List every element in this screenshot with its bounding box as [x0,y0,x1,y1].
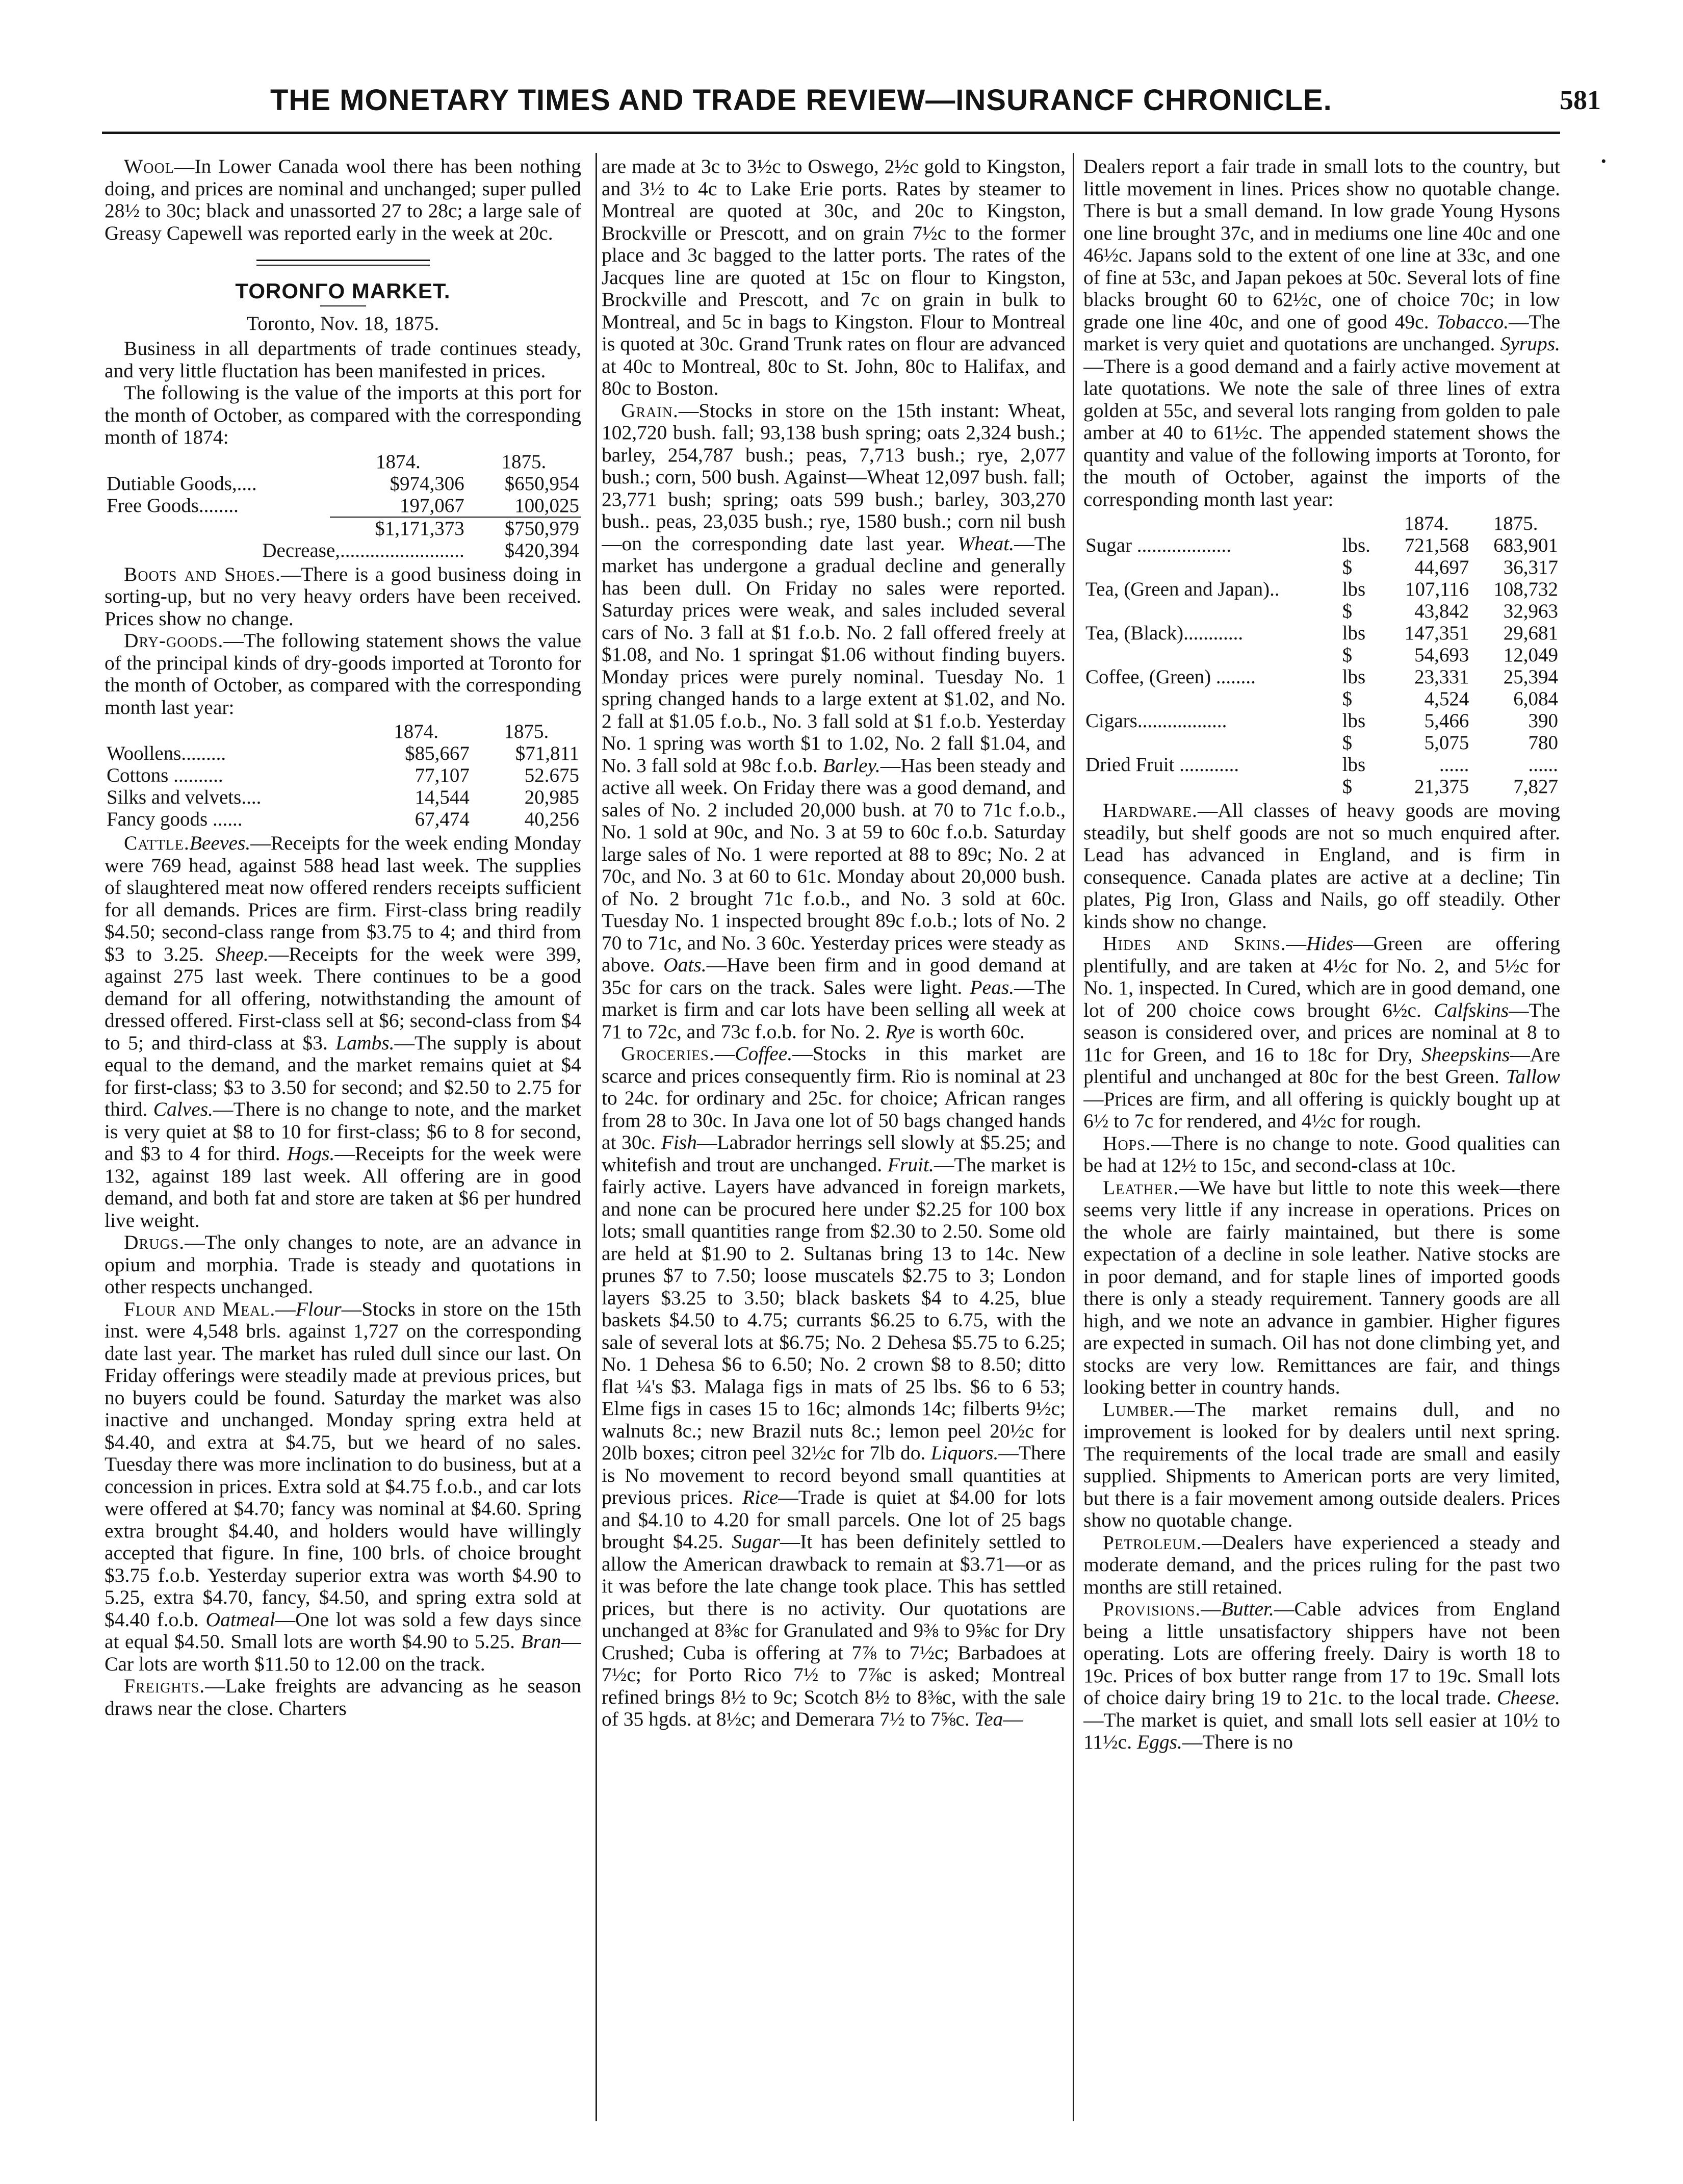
row-label [1083,688,1340,710]
barley-text: —Has been steady and active all week. On Friday there was a good demand, and sales of No. 2 included 20,000 bush. at 70 to 71c f.o.b., No. 1 sold at 90c, and No. 3 at 59 to 60c f.o.b. Saturday large sales of No. 1 were reported at 88 to 89c; No. 2 at 70c, and No. 3 at 60 to 61c. Monday about 20,000 bush. of No. 2 brought 71c f.o.b., and No. 3 sold at 60c. Tuesday No. 1 inspected brought 89c f.o.b.; lots of No. 2 70 to 71c, and No. 3 60c. Yesterday prices were steady as above. [602,754,1066,976]
cell-value: 20,985 [524,786,579,808]
calfskins-subheading: Calfskins [1434,998,1509,1021]
freights-paragraph [105,1675,581,1719]
freights-continued-paragraph: are made at 3c to 3½c to Oswego, 2½c gold to Kingston, and 3½ to 4c to Lake Erie ports. Rates by steamer to Montreal are quoted at 30c, and 20c to Kingston, Brockville or Prescott, and on grain 7½c to the former place and 3c bagged to the latter ports. The rates of the Jacques line are quoted at 15c on flour to Kingston, Brockville and Prescott, and 7c on grain in bulk to Montreal, and 5c in bags to Kingston. Flour to Montreal is quoted at 30c. Grand Trunk rates on flour are advanced at 40c to Montreal, 80c to St. John, 80c to Halifax, and 80c to Boston. [602,156,1066,399]
table-row [105,786,581,808]
row-label [1083,644,1340,666]
lumber-heading: Lumber. [1103,1398,1175,1421]
hogs-subheading: Hogs. [287,1142,335,1165]
dateline: Toronto, Nov. 18, 1875. [246,312,439,335]
flour-paragraph: Flour and Meal.—Flour—Stocks in store on the 15th inst. were 4,548 brls. against 1,727 on the corresponding date last year. The market has ruled dull since our last. On Friday offerings were steadily made at previous prices, but no buyers could be found. Saturday the market was also inactive and unchanged. Monday spring extra held at $4.40, and extra at $4.75, but we heard of no sales. Tuesday there was more inclination to do business, but at a concession in prices. Extra sold at $4.75 f.o.b., and car lots were offered at $4.70; fancy was nominal at $4.60. Spring extra brought $4.40, and holders would have willingly accepted that figure. In fine, 100 brls. of choice brought $3.75 f.o.b. Yesterday superior extra was worth $4.90 to 5.25, extra $4.70, fancy, $4.50, and spring extra sold at $4.40 f.o.b. Oatmeal—One lot was sold a few days since at equal $4.50. Small lots are worth $4.90 to 5.25. Bran—Car lots are worth $11.50 to 12.00 on the track. [105,1297,581,1675]
row-unit: lbs [1342,754,1366,776]
cell-value: 100,025 [514,494,579,517]
lambs-subheading: Lambs. [335,1031,395,1054]
row-unit: $ [1342,688,1353,710]
table-row [1083,556,1560,578]
hides-heading: Hides and Skins. [1103,932,1286,955]
section-rule [256,260,430,266]
peas-text: —The market is firm and car lots have been selling all week at 71 to 72c, and 73c f.o.b. for No. 2. [602,975,1066,1043]
header-rule [102,132,1560,134]
fruit-text: —The market is fairly active. Layers have advanced in foreign markets, and none can be procured here under $2.25 for 100 box lots; small quantities range from $2.30 to 2.50. Some old are held at $1.90 to 2. Sultanas bring 13 to 14c. New prunes $7 to 7.50; loose muscatels $2.75 to 3; London layers $3.25 to 3.50; black baskets $4 to 4.25, blue baskets $4.50 to 4.75; currants $6.25 to 6.75, with the sale of several lots at $6.75; No. 2 Dehesa $5.75 to 6.25; No. 1 Dehesa $6 to 6.50; No. 2 crown $8 to 8.50; ditto flat ¼'s $3. Malaga figs in mats of 25 lbs. $6 to 6 53; Elme figs in cases 15 to 16c; almonds 14c; filberts 9½c; walnuts 8c.; new Brazil nuts 8c.; lemon peel 20½c for 20lb boxes; citron peel 32½c for 7lb do. [602,1153,1066,1464]
cell-value: 147,351 [1404,622,1469,644]
eggs-subheading: Eggs. [1136,1731,1182,1753]
table-row [1083,688,1560,710]
decrease-value: $420,394 [504,539,579,561]
row-unit: lbs [1342,622,1366,644]
year-header: 1875. [1493,512,1538,534]
fish-text: —Labrador herrings sell slowly at $5.25; and whitefish and trout are unchanged. [602,1131,1066,1176]
lumber-paragraph [1083,1399,1560,1532]
oatmeal-subheading: Oatmeal [205,1608,275,1631]
drygoods-text: —The following statement shows the value of the principal kinds of dry-goods imported at Toronto for the month of October, as compared with the corresponding month last year: [105,629,581,718]
eggs-text: —There is no [1182,1731,1293,1753]
freights-heading: Freights. [124,1675,205,1697]
coffee-subheading: Coffee. [735,1042,793,1065]
cell-value: 12,049 [1503,644,1558,666]
cell-value: $85,667 [405,742,470,764]
table-row [1083,534,1560,556]
table-row [105,764,581,786]
row-unit: lbs [1342,710,1366,732]
row-label: Sugar ................... [1085,534,1231,556]
cell-value: 390 [1528,710,1558,732]
year-header: 1874. [375,450,421,473]
petroleum-paragraph [1083,1532,1560,1599]
wheat-subheading: Wheat. [957,532,1015,555]
row-label: Coffee, (Green) ........ [1085,666,1256,688]
butter-subheading: Butter. [1221,1598,1274,1620]
cell-value: $650,954 [504,472,579,495]
tobacco-subheading: Tobacco. [1436,310,1509,333]
hops-text: —There is no change to note. Good qualities can be had at 12½ to 15c, and second-class at 10c. [1083,1132,1560,1176]
row-label: Dried Fruit ............ [1085,754,1239,776]
flour-heading: Flour and Meal. [124,1297,276,1320]
row-unit: lbs [1342,666,1366,688]
cell-value: 21,375 [1414,776,1469,798]
tea-subheading: Tea [974,1708,1003,1730]
tallow-text: —Prices are firm, and all offering is quickly bought up at 6½ to 7c for rendered, and 4½c for rough. [1083,1087,1560,1132]
table-header-row [105,451,581,473]
oatmeal-text: —One lot was sold a few days since at equal $4.50. Small lots are worth $4.90 to 5.25. [105,1608,581,1653]
total-value: $750,979 [467,517,581,539]
cell-value: 25,394 [1503,666,1558,688]
groceries-paragraph: Groceries.—Coffee.—Stocks in this market are scarce and prices consequently firm. Rio is nominal at 23 to 24c. for ordinary and 25c. for choice; African ranges from 28 to 30c. In Java one lot of 50 bags changed hands at 30c. Fish—Labrador herrings sell slowly at $5.25; and whitefish and trout are unchanged. Fruit.—The market is fairly active. Layers have advanced in foreign markets, and none can be procured here under $2.25 for 100 box lots; small quantities range from $2.30 to 2.50. Some old are held at $1.90 to 2. Sultanas bring 13 to 14c. New prunes $7 to 7.50; loose muscatels $2.75 to 3; London layers $3.25 to 3.50; black baskets $4 to 4.25, blue baskets $4.50 to 4.75; currants $6.25 to 6.75, with the sale of several lots at $6.75; No. 2 Dehesa $5.75 to 6.25; No. 1 Dehesa $6 to 6.50; No. 2 crown $8 to 8.50; ditto flat ¼'s $3. Malaga figs in mats of 25 lbs. $6 to 6 53; Elme figs in cases 15 to 16c; almonds 14c; filberts 9½c; walnuts 8c.; new Brazil nuts 8c.; lemon peel 20½c for 20lb boxes; citron peel 32½c for 7lb do. Liquors.—There is No movement to record beyond small quantities at previous prices. Rice—Trade is quiet at $4.00 for lots and $4.10 to 4.20 for small parcels. One lot of 25 bags brought $4.25. Sugar—It has been definitely settled to allow the American drawback to remain at $3.71—or as it was before the late change took place. This has settled prices, but there is no activity. Our quotations are unchanged at 8⅜c for Granulated and 9⅜ to 9⅝c for Dry Crushed; Cuba is offering at 7⅞ to 7½c; Barbadoes at 7½c; for Porto Rico 7½ to 7⅞c is asked; Montreal refined brings 8½ to 9c; Scotch 8½ to 8⅜c, with the sale of 35 hgds. at 8½c; and Demerara 7½ to 7⅝c. Tea— [602,1042,1066,1730]
cell-value: 23,331 [1414,666,1469,688]
wool-heading: Wool [124,156,174,177]
imports-intro-paragraph: The following is the value of the imports at this port for the month of October, as compared with the corresponding month of 1874: [105,381,581,448]
cell-value: 683,901 [1493,534,1558,556]
cell-value: ...... [1528,754,1558,776]
table-row [105,473,581,495]
cheese-text: —The market is quiet, and small lots sell easier at 10½ to 11½c. [1083,1708,1560,1753]
boots-paragraph [105,563,581,630]
cell-value: 7,827 [1513,776,1558,798]
year-header: 1875. [504,721,549,742]
row-label: Woollens......... [107,742,226,764]
grain-text: —Stocks in store on the 15th instant: Wheat, 102,720 bush. fall; 93,138 bush spring; oats 2,324 bush.; barley, 254,787 bush.; peas, 7,713 bush.; rye, 2,077 bush.; corn, 500 bush. Against—Wheat 12,097 bush. fall; 23,771 bush; spring; oats 599 bush.; barley, 303,270 bush.. peas, 23,035 bush.; rye, 1580 bush.; corn nil bush—on the corresponding date last year. [602,399,1066,555]
rice-subheading: Rice [742,1486,779,1508]
oats-text: —Have been firm and in good demand at 35c for cars on the track. Sales were light. [602,954,1066,998]
rye-text: is worth 60c. [915,1020,1025,1043]
petroleum-heading: Petroleum. [1103,1531,1202,1554]
cell-value: 32,963 [1503,600,1558,622]
total-value: $1,171,373 [330,517,467,539]
cell-value: 4,524 [1424,688,1469,710]
coffee-text: —Stocks in this market are scarce and prices consequently firm. Rio is nominal at 23 to 24c. for ordinary and 25c. for choice; African ranges from 28 to 30c. In Java one lot of 50 bags changed hands at 30c. [602,1042,1066,1153]
bran-text: —Car lots are worth $11.50 to 12.00 on the track. [105,1630,581,1675]
hops-heading: Hops. [1103,1132,1151,1154]
table-row [1083,732,1560,754]
hides-subheading: Hides [1306,932,1354,955]
drugs-heading: Drugs. [124,1231,185,1253]
sugar-text: —It has been definitely settled to allow the American drawback to remain at $3.71—or as it was before the late change took place. This has settled prices, but there is no activity. Our quotations are unchanged at 8⅜c for Granulated and 9⅜ to 9⅝c for Dry Crushed; Cuba is offering at 7⅞ to 7½c; Barbadoes at 7½c; for Porto Rico 7½ to 7⅞c is asked; Montreal refined brings 8½ to 9c; Scotch 8½ to 8⅜c, with the sale of 35 hgds. at 8½c; and Demerara 7½ to 7⅝c. [602,1530,1066,1730]
intro-paragraph: Business in all departments of trade continues steady, and very little fluctation has been manifested in prices. [105,337,581,382]
table-row [105,495,581,517]
row-unit: $ [1342,776,1353,798]
cell-value: $71,811 [515,742,579,764]
rye-subheading: Rye [885,1020,915,1043]
wool-text: —In Lower Canada wool there has been nothing doing, and prices are nominal and unchanged; super pulled 28½ to 30c; black and unassorted 27 to 28c; a large sale of Greasy Capewell was reported early in the week at 20c. [105,156,581,244]
hops-paragraph [1083,1133,1560,1177]
lumber-text: —The market remains dull, and no improvement is looked for by dealers until next spring. The requirements of the local trade are small and easily supplied. Shipments to American ports are very limited, but there is a fair movement among outside dealers. Prices show no quotable change. [1083,1398,1560,1531]
peas-subheading: Peas. [970,975,1015,998]
cell-value: 40,256 [524,808,579,830]
table-decrease-row [105,539,581,561]
liquors-subheading: Liquors. [930,1442,999,1464]
cell-value: 107,116 [1405,578,1469,600]
year-header: 1875. [501,450,547,473]
row-label: Cottons .......... [107,764,223,786]
table-row [1083,600,1560,622]
column-rule-2 [1073,153,1074,2121]
year-header: 1874. [1404,512,1449,534]
grain-paragraph [602,400,1066,1043]
grain-heading: Grain. [621,399,679,422]
page-header [102,79,1601,125]
cell-value: 54,693 [1414,644,1469,666]
tea-text: Dealers report a fair trade in small lots to the country, but little movement in lines. Prices show no quotable change. There is but a small demand. In low grade Young Hysons one line brought 37c, and in mediums one line 40c and one 46½c. Japans sold to the extent of one line at 33c, and one of fine at 53c, and Japan pekoes at 50c. Several lots of fine blacks brought 60 to 62½c, one of choice 70c; in low grade one line 40c, and one of good 49c. [1083,156,1560,333]
tobacco-text: —The market is very quiet and quotations are unchanged. [1083,310,1560,355]
section-title-toronto-market: TORONΓO MARKET. [235,279,451,303]
drugs-text: —The only changes to note, are an advance in opium and morphia. Trade is steady and quotations in other respects unchanged. [105,1231,581,1298]
cell-value: ...... [1439,754,1469,776]
hardware-heading: Hardware. [1103,799,1198,821]
cell-value: 67,474 [415,808,470,830]
drygoods-paragraph [105,630,581,718]
syrups-subheading: Syrups. [1500,332,1560,355]
syrups-text: —There is a good demand and a fairly active movement at late quotations. We note the sale of three lines of extra golden at 55c, and several lots ranging from golden to pale amber at 40 to 61½c. The appended statement shows the quantity and value of the following imports at Toronto, for the mouth of October, against the imports of the corresponding month last year: [1083,354,1560,510]
decrease-label: Decrease,......................... [262,539,464,561]
row-label: Dutiable Goods,.... [107,472,257,495]
cell-value: 14,544 [415,786,470,808]
cell-value: $974,306 [390,472,464,495]
hides-text: —Green are offering plentifully, and are taken at 4½c for No. 2, and 5½c for No. 1, inspected. In Cured, which are in good demand, one lot of 200 choice cows brought 6½c. [1083,932,1560,1021]
margin-dot: • [1601,153,1607,170]
table-row [1083,622,1560,644]
groceries-heading: Groceries. [621,1042,715,1065]
table-header-row [1083,512,1560,534]
cell-value: 780 [1528,732,1558,754]
wheat-text: —The market has undergone a gradual decline and generally has been dull. On Friday no sales were reported. Saturday prices were weak, and sales included several cars of No. 3 fall at $1 f.o.b. No. 2 fall offered freely at $1.08, and No. 1 springat $1.06 without finding buyers. Monday prices were purely nominal. Tuesday No. 1 spring changed hands to a large extent at $1.02, and No. 2 fall at $1.05 f.o.b., No. 3 fall sold at $1 f.o.b. Yesterday No. 1 spring was worth $1 to 1.02, No. 2 fall $1.04, and No. 3 fall sold at 98c f.o.b. [602,532,1066,777]
hogs-text: —Receipts for the week were 132, against 189 last week. All offering are in good demand, and both fat and store are taken at $6 per hundred live weight. [105,1142,581,1231]
leather-paragraph [1083,1177,1560,1399]
row-label: Silks and velvets.... [107,786,262,808]
cell-value: 6,084 [1513,688,1558,710]
beeves-subheading: Beeves. [189,832,251,854]
row-label [1083,600,1340,622]
cell-value: 197,067 [400,494,464,517]
row-unit: $ [1342,600,1353,622]
imports-table [105,451,581,561]
flour-text: —Stocks in store on the 15th inst. were 4,548 brls. against 1,727 on the corresponding date last year. The market has ruled dull since our last. On Friday offerings were steadily made at previous prices, but no buyers could be found. Saturday the market was also inactive and unchanged. Monday spring extra held at $4.40, and extra at $4.75, but we heard of no sales. Tuesday there was more inclination to do business, but at a concession in prices. Extra sold at $4.75 f.o.b., and car lots were offered at $4.70; fancy was nominal at $4.60. Spring extra brought $4.40, and holders would have willingly accepted that figure. In fine, 100 brls. of choice brought $3.75 f.o.b. Yesterday superior extra was worth $4.90 to 5.25, extra $4.70, fancy, $4.50, and spring extra sold at $4.40 f.o.b. [105,1297,581,1631]
freights-text: —Lake freights are advancing as he season draws near the close. Charters [105,1675,581,1719]
row-unit: lbs. [1342,534,1370,556]
fruit-subheading: Fruit. [887,1153,934,1176]
sheep-subheading: Sheep. [215,942,269,965]
sheepskins-subheading: Sheepskins [1421,1043,1510,1066]
masthead-title: THE MONETARY TIMES AND TRADE REVIEW—INSURANCF CHRONICLE. [270,84,1332,117]
table-row [1083,710,1560,732]
calfskins-text: —The season is considered over, and prices are nominal at 8 to 11c for Green, and 16 to 18c for Dry, [1083,998,1560,1066]
liquors-text: —There is No movement to record beyond small quantities at previous prices. [602,1442,1066,1508]
drygoods-table [105,721,581,830]
cell-value: 108,732 [1493,578,1558,600]
row-unit: $ [1342,732,1353,754]
bran-subheading: Bran [521,1630,561,1653]
sheep-text: —Receipts for the week were 399, against 275 last week. There continues to be a good demand for all offering, notwithstanding the amount of dressed offered. First-class sell at $6; second-class from $4 to 5; and third-class at $3. [105,942,581,1054]
table-total-row [105,517,581,539]
hardware-paragraph [1083,800,1560,933]
leather-text: —We have but little to note this week—there seems very little if any increase in operations. Prices on the whole are fairly maintained, but there is some expectation of a decline in sole leather. Native stocks are in poor demand, and for staple lines of imported goods there is only a steady requirement. Tannery goods are all high, and we note an advance in gambier. Higher figures are expected in sumach. Oil has not done climbing yet, and stocks are very low. Remittances are fair, and things looking better in country hands. [1083,1176,1560,1398]
cell-value: 5,075 [1424,732,1469,754]
lambs-text: —The supply is about equal to the demand, and the market remains quiet at $4 for first-class; $3 to 3.50 for second; and $2.50 to 2.75 for third. [105,1031,581,1120]
provisions-heading: Provisions. [1103,1598,1201,1620]
calves-subheading: Calves. [153,1098,214,1120]
row-label: Fancy goods ...... [107,808,243,830]
row-label [1083,776,1340,798]
butter-text: —Cable advices from England being a little unsatisfactory shippers have not been operating. Lots are offering freely. Dairy is worth 18 to 19c. Prices of box butter range from 17 to 19c. Small lots of choice dairy bring 19 to 21c. to the local trade. [1083,1598,1560,1709]
hardware-text: —All classes of heavy goods are moving steadily, but shelf goods are not so much enquired after. Lead has advanced in England, and is firm in consequence. Canada plates are active at a decline; Tin plates, Pig Iron, Glass and Nails, go off steadily. Other kinds show no change. [1083,799,1560,933]
table-header-row [105,721,581,742]
row-label: Tea, (Green and Japan).. [1085,578,1280,600]
grocery-imports-table [1083,512,1560,798]
cell-value: 43,842 [1414,600,1469,622]
short-rule [320,305,366,306]
table-row [105,742,581,764]
wool-paragraph [105,156,581,244]
column-1 [105,156,581,2124]
oats-subheading: Oats. [663,954,707,976]
provisions-paragraph: Provisions.—Butter.—Cable advices from England being a little unsatisfactory shippers have not been operating. Lots are offering freely. Dairy is worth 18 to 19c. Prices of box butter range from 17 to 19c. Small lots of choice dairy bring 19 to 21c. to the local trade. Cheese.—The market is quiet, and small lots sell easier at 10½ to 11½c. Eggs.—There is no [1083,1598,1560,1753]
row-label [1083,556,1340,578]
cell-value: 721,568 [1404,534,1469,556]
cell-value: 5,466 [1424,710,1469,732]
cell-value: 44,697 [1414,556,1469,578]
boots-heading: Boots and Shoes. [124,562,281,585]
barley-subheading: Barley. [822,754,881,777]
drugs-paragraph [105,1231,581,1298]
column-rule-1 [595,153,597,2121]
row-label [1083,732,1340,754]
cattle-heading: Cattle. [124,832,190,854]
column-3 [1083,156,1560,2124]
cell-value: 77,107 [415,764,470,786]
rice-text: —Trade is quiet at $4.00 for lots and $4.10 to 4.20 for small parcels. One lot of 25 bags brought $4.25. [602,1486,1066,1553]
cattle-paragraph [105,832,581,1231]
tallow-subheading: Tallow [1506,1065,1560,1088]
row-unit: $ [1342,644,1353,666]
column-2 [602,156,1066,2124]
petroleum-text: —Dealers have experienced a steady and moderate demand, and the prices ruling for the past two months are still retained. [1083,1531,1560,1598]
fish-subheading: Fish [661,1131,697,1153]
cell-value: 29,681 [1503,622,1558,644]
table-row [1083,666,1560,688]
row-label: Free Goods........ [107,494,239,517]
table-row [105,808,581,830]
beeves-text: —Receipts for the week ending Monday were 769 head, against 588 head last week. The supplies of slaughtered meat now offered renders receipts sufficient for all demands. Prices are firm. First-class bring readily $4.50; second-class range from $3.75 to 4; and third from $3 to 3.25. [105,832,581,965]
hides-paragraph: Hides and Skins.—Hides—Green are offering plentifully, and are taken at 4½c for No. 2, and 5½c for No. 1, inspected. In Cured, which are in good demand, one lot of 200 choice cows brought 6½c. Calfskins—The season is considered over, and prices are nominal at 8 to 11c for Green, and 16 to 18c for Dry, Sheepskins—Are plentiful and unchanged at 80c for the best Green. Tallow—Prices are firm, and all offering is quickly bought up at 6½ to 7c for rendered, and 4½c for rough. [1083,932,1560,1132]
drygoods-heading: Dry-goods. [124,629,224,652]
cell-value: 52.675 [524,764,579,786]
table-row [1083,578,1560,600]
calves-text: —There is no change to note, and the market is very quiet at $8 to 10 for first-class; $6 to 8 for second, and $3 to 4 for third. [105,1098,581,1165]
table-row [1083,776,1560,798]
sugar-subheading: Sugar [732,1530,780,1553]
leather-heading: Leather. [1103,1176,1179,1199]
row-unit: $ [1342,556,1353,578]
table-row [1083,644,1560,666]
row-label: Tea, (Black)............ [1085,622,1244,644]
page-number: 581 [1560,85,1601,115]
cheese-subheading: Cheese. [1497,1686,1560,1709]
tea-dash: — [1003,1708,1023,1730]
cell-value: 36,317 [1503,556,1558,578]
boots-text: —There is a good business doing in sorting-up, but no very heavy orders have been received. Prices show no change. [105,562,581,630]
year-header: 1874. [394,721,438,742]
row-label: Cigars.................. [1085,710,1227,732]
row-unit: lbs [1342,578,1366,600]
sheepskins-text: —Are plentiful and unchanged at 80c for the best Green. [1083,1043,1560,1088]
tea-paragraph [1083,156,1560,510]
table-row [1083,754,1560,776]
flour-subheading: Flour [295,1297,342,1320]
